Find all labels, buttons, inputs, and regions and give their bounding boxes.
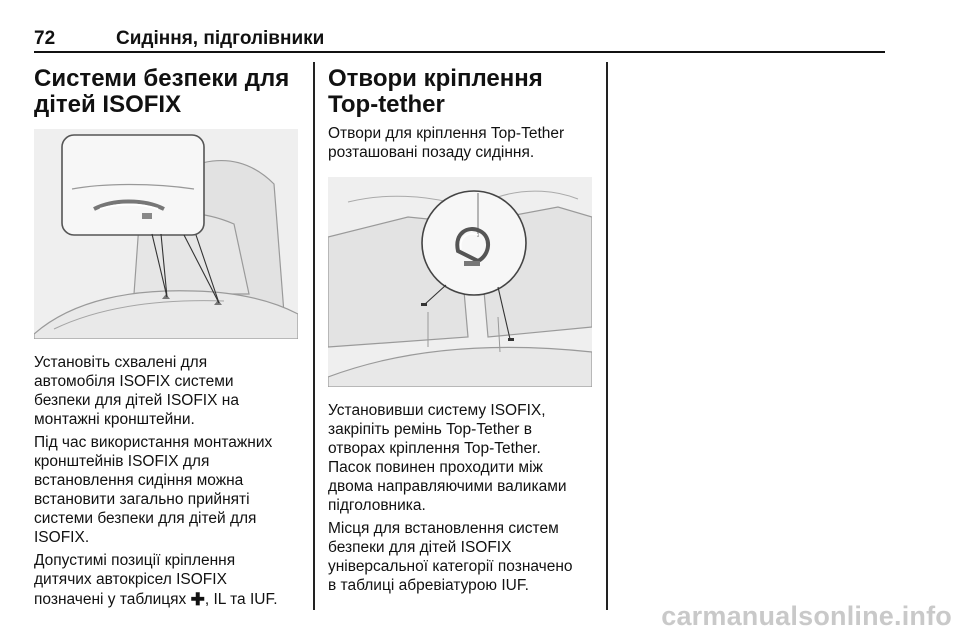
top-tether-anchorage-illustration — [328, 177, 592, 387]
column-divider — [606, 62, 608, 610]
watermark: carmanualsonline.info — [661, 601, 952, 631]
column-divider — [313, 62, 315, 610]
section-title: Сидіння, підголівники — [116, 28, 325, 49]
top-tether-column — [328, 66, 598, 599]
paragraph: Під час використання монтажних кронштейнів ISOFIX для встановлення сидіння можна встановити загально прийняті системи безпеки для дітей для ISOFIX. — [34, 434, 273, 546]
cross-symbol-icon: ✚ — [190, 590, 205, 609]
isofix-brackets-illustration — [34, 129, 298, 339]
page-header — [0, 0, 960, 52]
top-tether-heading: Отвори кріплення Top-tether — [328, 65, 543, 118]
paragraph: Місця для встановлення систем безпеки для дітей ISOFIX універсальної категорії позначено в таблиці абревіатурою IUF. — [328, 520, 573, 594]
header-rule — [34, 51, 885, 53]
isofix-column — [34, 66, 304, 613]
paragraph: Установивши систему ISOFIX, закріпіть ремінь Top-Tether в отворах кріплення Top-Tether. Пасок повинен проходити між двома направляючими валиками підголовника. — [328, 402, 567, 514]
page-number: 72 — [34, 28, 56, 49]
paragraph: Допустимі позиції кріплення дитячих автокрісел ISOFIX позначені у таблицях ✚, IL та IUF. — [34, 552, 278, 609]
paragraph: Установіть схвалені для автомобіля ISOFIX системи безпеки для дітей ISOFIX на монтажні кронштейни. — [34, 354, 239, 428]
paragraph: Отвори для кріплення Top-Tether розташовані позаду сидіння. — [328, 125, 565, 161]
isofix-heading: Системи безпеки для дітей ISOFIX — [34, 65, 290, 118]
